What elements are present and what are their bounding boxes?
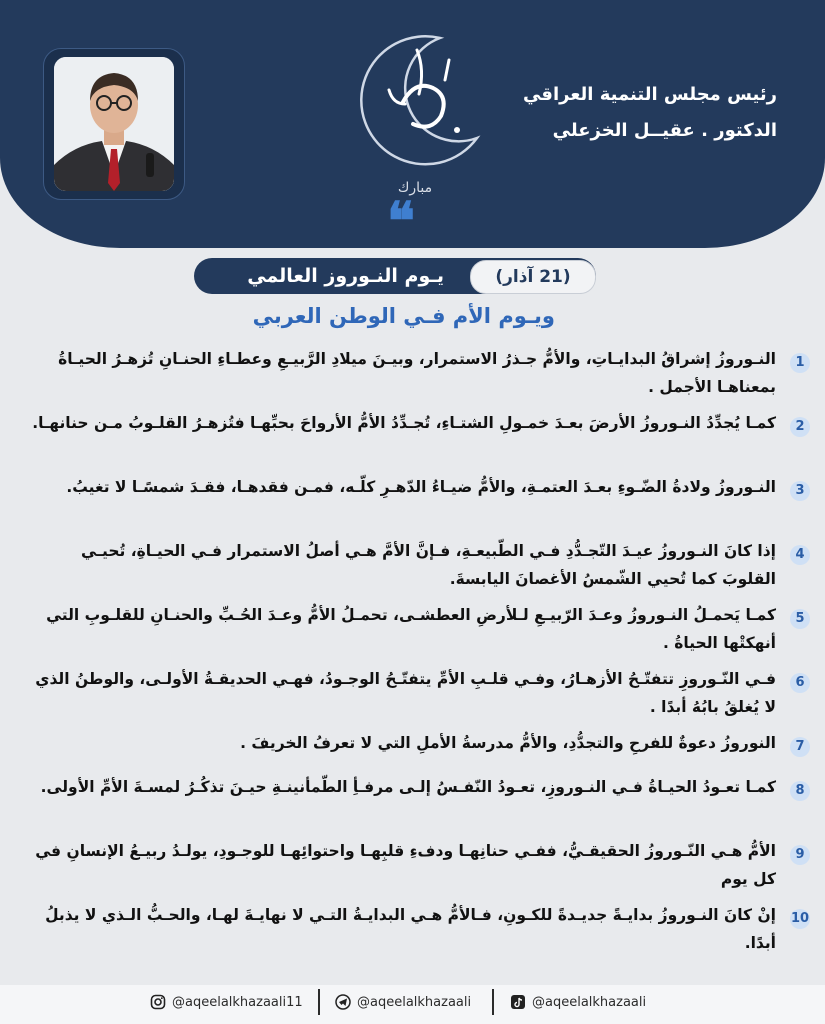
item-number: 5: [790, 609, 810, 629]
tiktok-link[interactable]: [510, 991, 646, 1013]
instagram-icon: [150, 994, 166, 1010]
list-item: [26, 409, 810, 473]
item-text: إنْ كانَ النـوروزُ بدايـةً جديـدةً للكـونِ، فـالأمُّ هـي البدايـةُ التـي لا نهايـةَ لهـا، والحـبُّ الـذي لا يذبلُ أبدًا.: [45, 906, 776, 952]
mubarak-label: مبارك: [397, 180, 433, 196]
banner-subtitle: ويـوم الأم فـي الوطن العربي: [252, 304, 555, 328]
date-label: (21 آذار): [495, 267, 571, 287]
list-item: [26, 473, 810, 537]
list-item: [26, 901, 810, 965]
footer-divider: [492, 989, 494, 1015]
banner-title: يـوم النـوروز العالمي: [247, 265, 444, 287]
quotes-list: [26, 345, 810, 965]
item-number: 10: [790, 909, 810, 929]
list-item: [26, 537, 810, 601]
footer-divider: [318, 989, 320, 1015]
item-number: 8: [790, 781, 810, 801]
quote-icon: ❝: [387, 191, 415, 248]
telegram-link[interactable]: [335, 991, 471, 1013]
list-item: [26, 345, 810, 409]
author-title: رئيس مجلس التنمية العراقي: [522, 84, 777, 105]
header-banner: [0, 0, 825, 248]
item-text: كمـا يَحمـلُ النـوروزُ وعـدَ الرّبيـعِ لـلأرضِ العطشـى، تحمـلُ الأمُّ وعـدَ الحُـبِّ والحنـانِ للقلـوبِ التي أنهكتْها الحياةُ .: [46, 606, 776, 652]
date-badge: [470, 260, 596, 294]
item-number: 9: [790, 845, 810, 865]
item-number: 2: [790, 417, 810, 437]
item-text: فـي النّـوروزِ تتفتّـحُ الأزهـارُ، وفـي قلـبِ الأمِّ يتفتّـحُ الوجـودُ، فهـي الحديقـةُ الأولـى، والوطنُ الذي لا يُغلقُ بابُهُ أبدًا .: [35, 670, 776, 716]
item-text: كمـا يُجدِّدُ النـوروزُ الأرضَ بعـدَ خمـولِ الشتـاءِ، تُجـدِّدُ الأمُّ الأرواحَ بحبِّهـا فتُزهـرُ القلـوبُ مـن حنانهـا.: [32, 414, 776, 432]
instagram-handle: @aqeelalkhazaali11: [172, 994, 303, 1010]
list-item: [26, 773, 810, 837]
tiktok-icon: [510, 994, 526, 1010]
list-item: [26, 665, 810, 729]
item-text: النـوروزُ ولادةُ الضّـوءِ بعـدَ العتمـةِ، والأمُّ ضيـاءُ الدّهـرِ كلّـه، فمـن فقدهـا، فقـدَ شمسًـا لا تغيبُ.: [66, 478, 776, 496]
list-item: [26, 729, 810, 773]
author-photo: [54, 57, 174, 191]
tiktok-handle: @aqeelalkhazaali: [532, 994, 647, 1010]
item-text: كمـا تعـودُ الحيـاةُ فـي النـوروزِ، تعـودُ النّفـسُ إلـى مرفـأِ الطّمأنينـةِ حيـنَ تذكُـرُ لمسـةَ الأمِّ الأولى.: [40, 778, 776, 796]
list-item: [26, 601, 810, 665]
item-text: إذا كانَ النـوروزُ عيـدَ التّجـدُّدِ فـي الطّبيعـةِ، فـإنَّ الأمَّ هـي أصلُ الاستمرار فـي الحيـاةِ، تُحيـي القلوبَ كما تُحيي الشّمسُ الأغصانَ اليابسةَ.: [81, 542, 776, 588]
telegram-icon: [335, 994, 351, 1010]
instagram-link[interactable]: [150, 991, 303, 1013]
item-text: النـوروزُ إشراقُ البدايـاتِ، والأمُّ جـذرُ الاستمرار، وبيـنَ ميلادِ الرَّبيـعِ وعطـاءِ الحنـانِ تُزهـرُ الحيـاةُ بمعناهـا الأجمل .: [58, 350, 776, 396]
list-item: [26, 837, 810, 901]
item-number: 6: [790, 673, 810, 693]
item-number: 1: [790, 353, 810, 373]
item-text: الأمُّ هـي النّـوروزُ الحقيقـيُّ، ففـي حنانِهـا ودفءِ قلبِهـا واحتوائِهـا للوجـودِ، يولـدُ ربيـعُ الإنسانِ في كل يوم: [35, 842, 776, 888]
ramadan-crescent-logo: [345, 20, 485, 180]
item-text: النوروزُ دعوةٌ للفرحِ والتجدُّدِ، والأمُّ مدرسةُ الأملِ التي لا تعرفُ الخريفَ .: [240, 734, 776, 752]
item-number: 4: [790, 545, 810, 565]
social-footer: [0, 985, 825, 1024]
author-name: الدكتور . عقيــل الخزعلي: [552, 120, 777, 141]
item-number: 3: [790, 481, 810, 501]
telegram-handle: @aqeelalkhazaali: [357, 994, 472, 1010]
author-photo-frame: [43, 48, 185, 200]
item-number: 7: [790, 737, 810, 757]
